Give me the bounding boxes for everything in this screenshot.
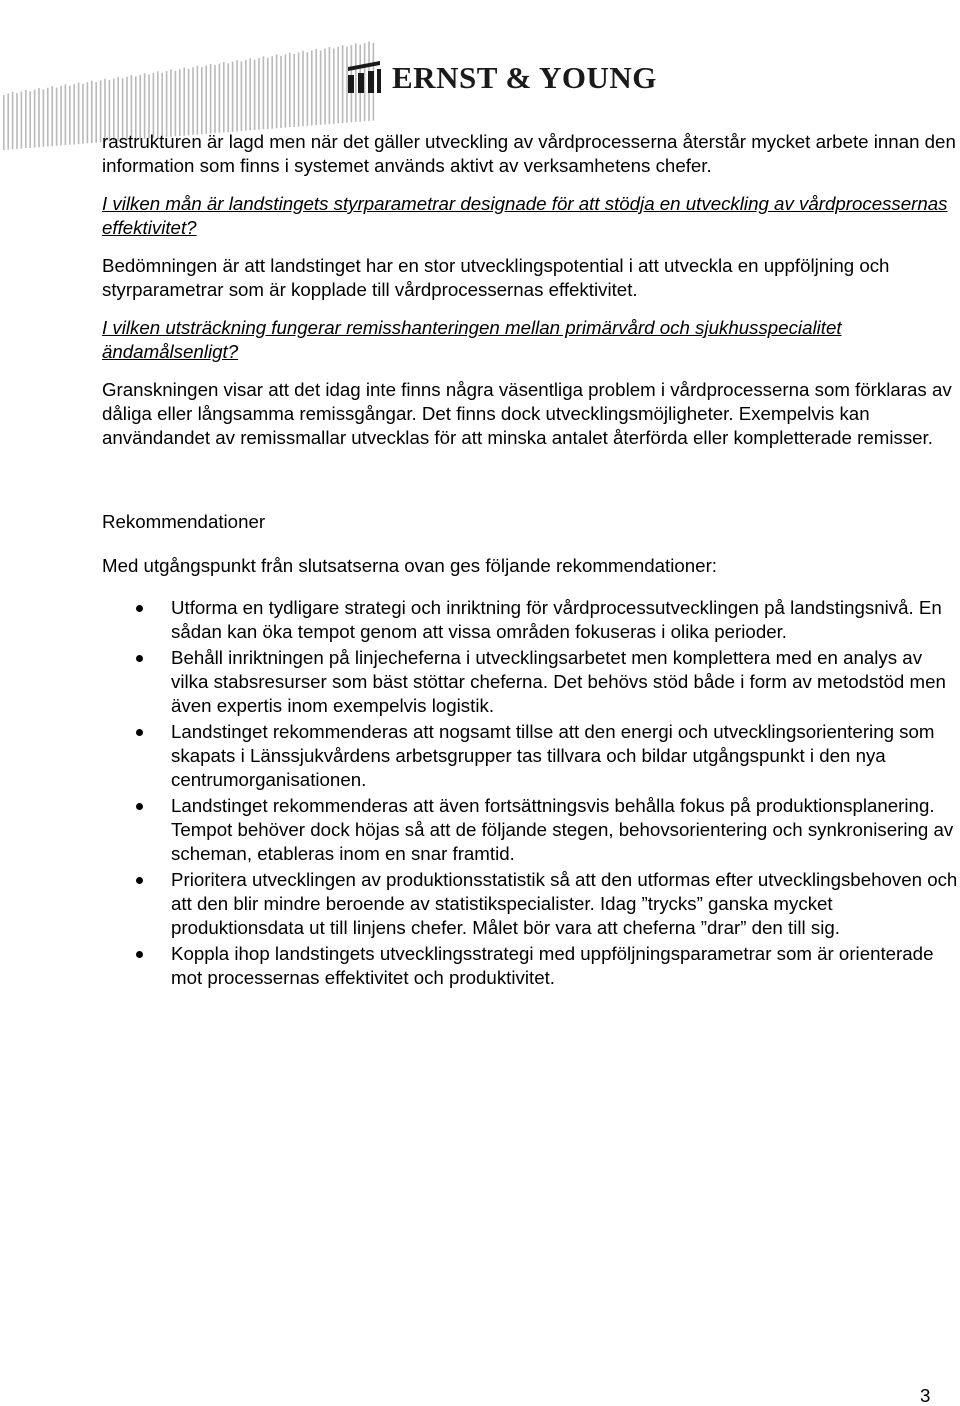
header-bar — [289, 53, 291, 128]
header-bar — [227, 63, 229, 132]
header-bar — [271, 56, 273, 129]
bullet-icon — [136, 605, 143, 612]
recommendation-item: Utforma en tydligare strategi och inriktning för vårdprocessutvecklingen på landstingsnivå. En sådan kan öka tempot genom att vissa områden fokuseras i olika perioder. — [102, 596, 958, 644]
header-bar — [29, 91, 31, 148]
recommendation-item: Prioritera utvecklingen av produktionsstatistik så att den utformas efter utvecklingsbehoven och att den blir mindre beroende av statistikspecialister. Idag ”trycks” ganska mycket produktionsdata ut till linjens chefer. Målet bör vara att cheferna ”drar” den till sig. — [102, 868, 958, 940]
header-bar — [95, 82, 97, 143]
header-bar — [293, 54, 295, 127]
header-bar — [197, 66, 199, 135]
header-bar — [65, 84, 67, 145]
header-bar — [285, 54, 287, 127]
header-bar — [302, 51, 304, 126]
header-bar — [236, 60, 238, 131]
header-bar — [43, 89, 45, 146]
header-bar — [51, 86, 53, 146]
header-bar — [254, 60, 256, 130]
header-bar — [3, 95, 5, 150]
header-bar — [7, 93, 9, 149]
header-bar — [241, 62, 243, 132]
bullet-icon — [136, 803, 143, 810]
header-bar — [245, 60, 247, 131]
header-bar — [82, 84, 84, 144]
header-bar — [324, 49, 326, 125]
question-remisshantering: I vilken utsträckning fungerar remisshanteringen mellan primärvård och sjukhusspecialitet ändamålsenligt? — [102, 317, 842, 362]
header-bar — [192, 67, 194, 135]
header-bar — [342, 45, 344, 123]
header-bar — [73, 84, 75, 144]
header-bar — [329, 47, 331, 124]
header-bar — [148, 75, 150, 139]
recommendation-item: Behåll inriktningen på linjecheferna i utvecklingsarbetet men komplettera med en analys av vilka stabsresurser som bäst stöttar cheferna. Det behövs stöd både i form av metodstöd men även expertis inom exempelvis logistik. — [102, 646, 958, 718]
company-logo — [346, 58, 657, 98]
header-bar — [16, 93, 18, 149]
header-bar — [258, 58, 260, 130]
header-bar — [298, 53, 300, 127]
header-bar — [87, 82, 89, 143]
recommendation-item: Koppla ihop landstingets utvecklingsstrategi med uppföljningsparametrar som är orienterade mot processernas effektivitet och produktivitet. — [102, 942, 958, 990]
header-bar — [157, 71, 159, 138]
header-bar — [249, 58, 251, 130]
header-bar — [91, 81, 93, 143]
header-bar — [144, 73, 146, 139]
header-bar — [280, 56, 282, 128]
question-styrparametrar: I vilken mån är landstingets styrparametrar designade för att stödja en utveckling av vårdprocessernas effektivitet? — [102, 193, 948, 238]
header-bar — [170, 69, 172, 136]
header-bar — [166, 71, 168, 137]
recommendations-intro: Med utgångspunkt från slutsatserna ovan ges följande rekommendationer: — [102, 555, 717, 576]
header-bar — [161, 73, 163, 138]
bullet-icon — [136, 877, 143, 884]
header-bar — [232, 62, 234, 132]
header-bar — [25, 90, 27, 148]
header-bar — [60, 86, 62, 145]
header-bar — [214, 65, 216, 133]
header-bar — [337, 47, 339, 124]
page-number: 3 — [920, 1385, 931, 1406]
header-bar — [47, 88, 49, 147]
header-bar — [21, 92, 23, 149]
recommendation-item: Landstinget rekommenderas att nogsamt tillse att den energi och utvecklingsorientering som skapats i Länssjukvårdens arbetsgrupper tas tillvara och bildar utgångspunkt i den nya centrumorganisationen. — [102, 720, 958, 792]
header-bar — [219, 64, 221, 133]
header-bar — [315, 49, 317, 125]
answer-remisshantering: Granskningen visar att det idag inte finns några väsentliga problem i vårdprocesserna som förklaras av dåliga eller långsamma remissgångar. Det finns dock utvecklingsmöjligheter. Exempelvis kan användandet av remissmallar utvecklas för att minska antalet återförda eller kompletterade remisser. — [102, 379, 952, 448]
header-bar — [153, 73, 155, 138]
header-bar — [311, 51, 313, 126]
header-bar — [34, 90, 36, 148]
header-bar — [78, 83, 80, 145]
header-bar — [223, 62, 225, 133]
header-bar — [205, 66, 207, 134]
ernst-young-logo-icon — [346, 61, 384, 95]
logo-text: ERNST & YOUNG — [392, 60, 657, 95]
header-bar — [263, 56, 265, 129]
header-bar — [320, 50, 322, 124]
header-bar — [38, 88, 40, 147]
header-bar — [333, 49, 335, 124]
header-bar — [201, 67, 203, 134]
document-body — [102, 130, 958, 992]
header-bar — [210, 64, 212, 134]
header-bar — [307, 52, 309, 126]
bullet-icon — [136, 655, 143, 662]
header-bar — [179, 69, 181, 136]
header-bar — [276, 55, 278, 129]
header-bar — [56, 88, 58, 146]
section-heading-recommendations: Rekommendationer — [102, 511, 266, 532]
header-bar — [175, 71, 177, 137]
bullet-icon — [136, 951, 143, 958]
recommendations-list — [102, 596, 958, 990]
header-bar — [183, 68, 185, 136]
header-bar — [12, 92, 14, 150]
header-bar — [188, 69, 190, 135]
answer-styrparametrar: Bedömningen är att landstinget har en stor utvecklingspotential i att utveckla en uppföljning och styrparametrar som är kopplade till vårdprocessernas effektivitet. — [102, 255, 890, 300]
bullet-icon — [136, 729, 143, 736]
header-bar — [267, 58, 269, 129]
paragraph-continuation: rastrukturen är lagd men när det gäller utveckling av vårdprocesserna återstår mycket arbete innan den information som finns i systemet används aktivt av verksamhetens chefer. — [102, 131, 956, 176]
recommendation-item: Landstinget rekommenderas att även fortsättningsvis behålla fokus på produktionsplanering. Tempot behöver dock höjas så att de följande stegen, behovsorientering och synkronisering av scheman, etableras inom en snar framtid. — [102, 794, 958, 866]
header-bar — [69, 86, 71, 145]
